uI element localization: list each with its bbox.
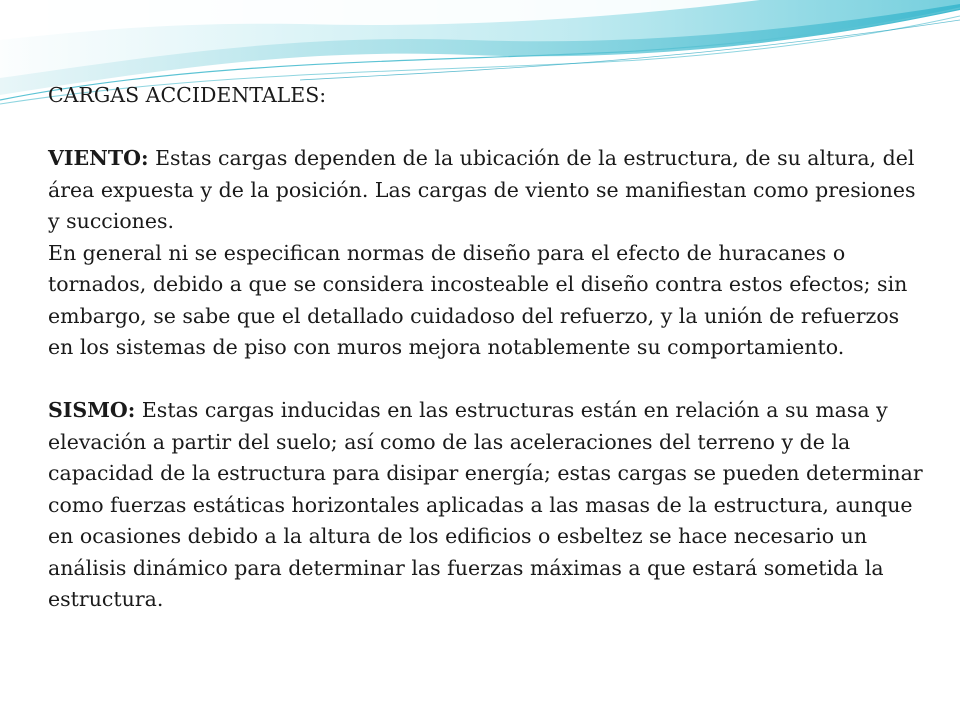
- spacer: [48, 364, 928, 396]
- wind-paragraph-2: En general ni se especifican normas de diseño para el efecto de huracanes o tornados, debido a que se considera incosteable el diseño contra estos efectos; sin embargo, se sabe que el detallado cuidadoso del refuerzo, y la unión de refuerzos en los sistemas de piso con muros mejora notablemente su comportamiento.: [48, 240, 908, 359]
- earthquake-paragraph: [48, 395, 928, 616]
- spacer: [48, 112, 928, 144]
- body-text: [48, 80, 928, 616]
- earthquake-text: Estas cargas inducidas en las estructuras están en relación a su masa y elevación a partir del suelo; así como de las aceleraciones del terreno y de la capacidad de la estructura para disipar energía; estas cargas se pueden determinar como fuerzas estáticas horizontales aplicadas a las masas de la estructura, aunque en ocasiones debido a la altura de los edificios o esbeltez se hace necesario un análisis dinámico para determinar las fuerzas máximas a que estará sometida la estructura.: [48, 398, 923, 611]
- wind-paragraph: [48, 143, 928, 238]
- wind-heading: VIENTO:: [48, 146, 149, 170]
- wind-text: Estas cargas dependen de la ubicación de la estructura, de su altura, del área expuesta y de la posición. Las cargas de viento se manifiestan como presiones y succiones.: [48, 146, 916, 233]
- slide-title: CARGAS ACCIDENTALES:: [48, 83, 327, 107]
- earthquake-heading: SISMO:: [48, 398, 136, 422]
